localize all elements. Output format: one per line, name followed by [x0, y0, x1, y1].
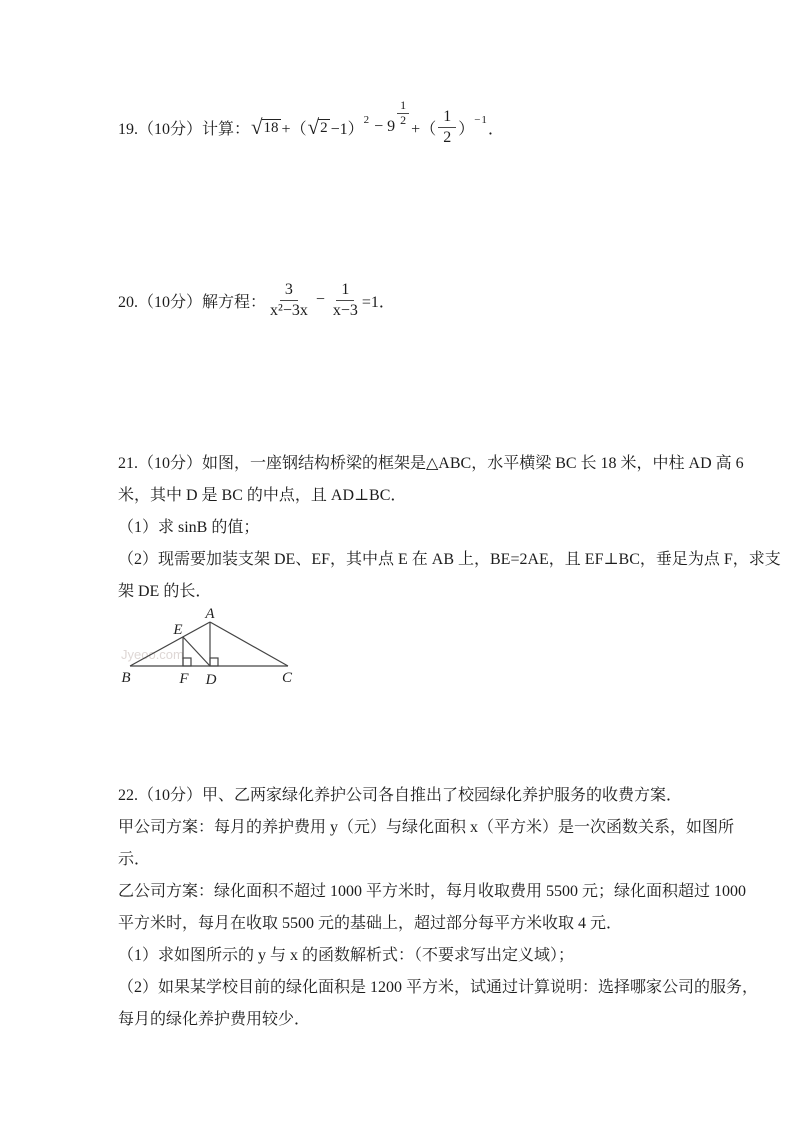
question-21-part-2: （2）现需要加装支架 DE、EF，其中点 E 在 AB 上，BE=2AE，且 EF⊥BC，垂足为点 F，求支 — [118, 551, 781, 568]
operator-minus-one-close-paren: −1） — [330, 120, 364, 138]
exponent-square: 2 — [363, 114, 371, 126]
question-22-plan-b-line-1: 乙公司方案：绿化面积不超过 1000 平方米时，每月收取费用 5500 元；绿化面积超过 1000 — [118, 883, 747, 900]
fraction-denominator: x−3 — [332, 301, 358, 319]
vertex-label-B: B — [121, 670, 131, 686]
radical-sign: √ — [251, 114, 263, 139]
triangle-figure-svg — [110, 604, 310, 694]
fraction-denominator: 2 — [400, 112, 407, 127]
question-19 — [118, 96, 504, 158]
vertex-label-C: C — [281, 670, 293, 686]
vertex-label-F: F — [179, 671, 189, 687]
question-21 — [118, 448, 781, 608]
fraction-numerator: 1 — [438, 107, 456, 127]
question-22-plan-a-line-2: 示． — [118, 851, 151, 868]
right-angle-mark-D — [210, 658, 218, 666]
equals-one: =1． — [361, 293, 395, 311]
fraction-numerator: 1 — [336, 280, 354, 300]
question-20 — [118, 268, 395, 332]
question-19-label: 19.（10分）计算： — [118, 120, 251, 138]
vertex-label-D: D — [205, 672, 217, 688]
vertex-label-E: E — [173, 622, 183, 638]
question-22-part-2: （2）如果某学校目前的绿化面积是 1200 平方米，试通过计算说明：选择哪家公司的服务， — [118, 979, 759, 996]
fraction-denominator: 2 — [443, 128, 452, 146]
fraction-numerator: 3 — [280, 280, 298, 300]
fraction-numerator: 1 — [397, 99, 409, 114]
exponent-negative-one: −1 — [474, 114, 488, 126]
question-22-part-2-cont: 每月的绿化养护费用较少． — [118, 1011, 311, 1028]
question-21-line-1: 21.（10分）如图，一座钢结构桥梁的框架是△ABC，水平横梁 BC 长 18 米，中柱 AD 高 6 — [118, 455, 744, 472]
right-angle-mark-F — [183, 658, 191, 666]
question-22-part-1: （1）求如图所示的 y 与 x 的函数解析式：（不要求写出定义域）； — [118, 947, 575, 964]
question-22 — [118, 780, 759, 1036]
radical-sign: √ — [307, 114, 320, 139]
segment-ED — [183, 637, 210, 666]
question-21-line-2: 米，其中 D 是 BC 的中点，且 AD⊥BC． — [118, 487, 407, 504]
question-22-plan-a-line-1: 甲公司方案：每月的养护费用 y（元）与绿化面积 x（平方米）是一次函数关系，如图所 — [118, 819, 735, 836]
fraction-3-over-x2-minus-3x — [268, 280, 310, 319]
operator-plus-open-paren: +（ — [281, 120, 307, 138]
question-22-plan-b-line-2: 平方米时，每月在收取 5500 元的基础上，超过部分每平方米收取 4 元． — [118, 915, 623, 932]
fraction-denominator: x²−3x — [270, 301, 308, 319]
operator-minus-nine: − 9 — [370, 118, 396, 135]
question-21-part-1: （1）求 sinB 的值； — [118, 519, 260, 536]
radicand-2: 2 — [320, 119, 328, 136]
segment-AC — [210, 622, 288, 666]
question-22-line-1: 22.（10分）甲、乙两家绿化养护公司各自推出了校园绿化养护服务的收费方案． — [118, 787, 683, 804]
period: ． — [487, 120, 504, 138]
watermark: Jyeoo.com — [121, 647, 184, 662]
fraction-1-over-x-minus-3 — [331, 280, 360, 319]
radicand-18: 18 — [263, 119, 279, 136]
triangle-bridge-figure — [110, 604, 310, 694]
fraction-one-half — [438, 107, 456, 146]
vertex-label-A: A — [205, 606, 215, 622]
operator-minus: − — [311, 291, 329, 308]
sqrt-2-expression — [307, 114, 330, 139]
exponent-fraction-one-half — [397, 99, 409, 128]
sqrt-18-expression — [251, 114, 281, 139]
question-20-label: 20.（10分）解方程： — [118, 293, 267, 311]
operator-plus-open-paren: +（ — [411, 120, 437, 138]
question-21-part-2-cont: 架 DE 的长． — [118, 583, 212, 600]
close-paren: ） — [458, 120, 475, 138]
